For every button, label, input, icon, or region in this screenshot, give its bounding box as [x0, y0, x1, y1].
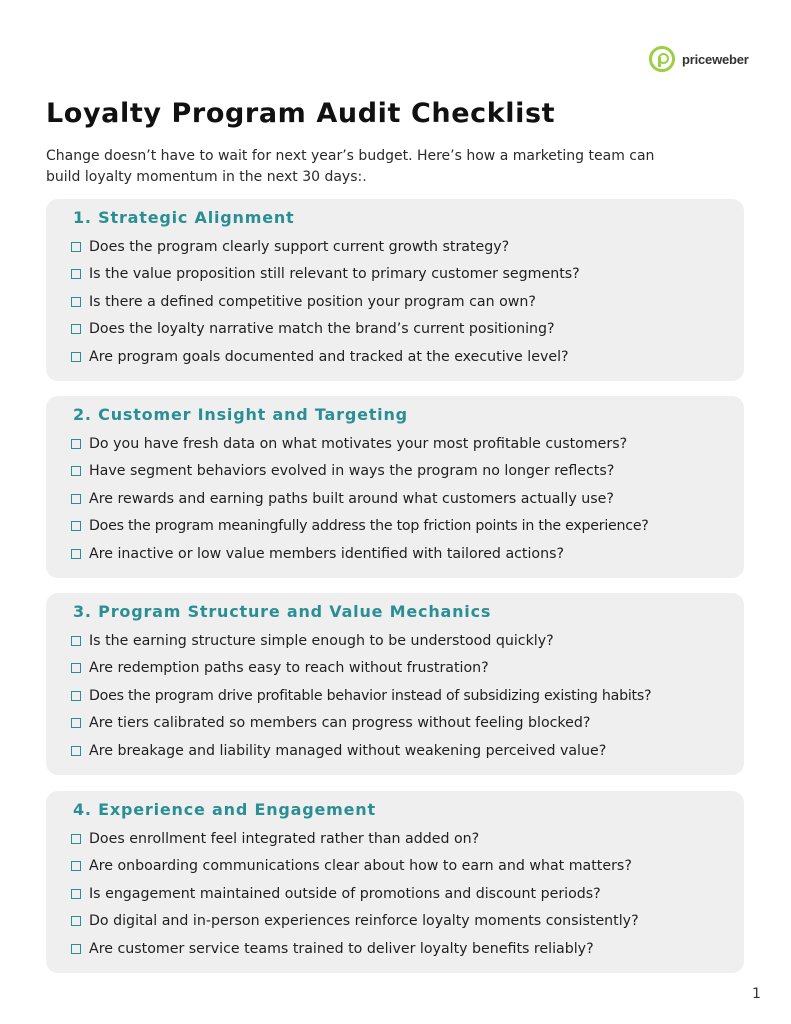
checklist-item-text: Does enrollment feel integrated rather than added on? [89, 830, 480, 847]
checklist-item-text: Are program goals documented and tracked at the executive level? [89, 348, 569, 365]
brand-logo [649, 46, 749, 72]
section-customer-insight [46, 396, 744, 578]
checklist-item [71, 935, 744, 963]
checklist-item-text: Are customer service teams trained to deliver loyalty benefits reliably? [89, 940, 594, 957]
checklist-item [71, 853, 744, 881]
checklist-item [71, 627, 744, 655]
checkbox[interactable] [71, 834, 81, 844]
checklist-item-text: Are redemption paths easy to reach without frustration? [89, 660, 489, 677]
checklist-item [71, 288, 744, 316]
checkbox[interactable] [71, 944, 81, 954]
section-strategic-alignment [46, 199, 744, 381]
checkbox[interactable] [71, 352, 81, 362]
checklist-item [71, 908, 744, 936]
checklist-item [71, 233, 744, 261]
checkbox[interactable] [71, 269, 81, 279]
checkbox[interactable] [71, 297, 81, 307]
checklist-item [71, 430, 744, 458]
checklist-item-text: Does the loyalty narrative match the brand’s current positioning? [89, 321, 555, 338]
checklist-item-text: Are rewards and earning paths built around what customers actually use? [89, 490, 614, 507]
intro-line-2: build loyalty momentum in the next 30 days:. [46, 169, 367, 185]
checklist-item-text: Do you have fresh data on what motivates your most profitable customers? [89, 435, 628, 452]
section-experience-engagement [46, 791, 744, 973]
checkbox[interactable] [71, 861, 81, 871]
checklist-item-text: Is the value proposition still relevant to primary customer segments? [89, 266, 580, 283]
checkbox[interactable] [71, 466, 81, 476]
checklist-item-text: Are breakage and liability managed without weakening perceived value? [89, 742, 607, 759]
section-title: 4. Experience and Engagement [73, 800, 376, 819]
checkbox[interactable] [71, 718, 81, 728]
checkbox[interactable] [71, 324, 81, 334]
section-title: 2. Customer Insight and Targeting [73, 405, 408, 424]
checklist-item [71, 343, 744, 371]
brand-name: priceweber [682, 51, 749, 67]
checklist-item-text: Do digital and in-person experiences reinforce loyalty moments consistently? [89, 913, 639, 930]
checklist-item [71, 880, 744, 908]
checklist-item-text: Does the program clearly support current growth strategy? [89, 238, 510, 255]
checkbox[interactable] [71, 916, 81, 926]
checklist-item [71, 540, 744, 568]
checklist-item-text: Does the program meaningfully address the top friction points in the experience? [89, 518, 649, 535]
checkbox[interactable] [71, 242, 81, 252]
checkbox[interactable] [71, 636, 81, 646]
checklist-item [71, 485, 744, 513]
priceweber-logo-icon [649, 46, 675, 72]
checklist-item-text: Does the program drive profitable behavior instead of subsidizing existing habits? [89, 687, 652, 704]
checkbox[interactable] [71, 521, 81, 531]
page-number: 1 [752, 986, 761, 1002]
checkbox[interactable] [71, 494, 81, 504]
checklist-item-text: Is there a defined competitive position your program can own? [89, 293, 536, 310]
checklist-item [71, 737, 744, 765]
checkbox[interactable] [71, 889, 81, 899]
checkbox[interactable] [71, 439, 81, 449]
checklist-item [71, 261, 744, 289]
checklist-item [71, 825, 744, 853]
section-title: 1. Strategic Alignment [73, 208, 295, 227]
checklist-item-text: Are tiers calibrated so members can progress without feeling blocked? [89, 715, 591, 732]
section-program-structure [46, 593, 744, 775]
page-title: Loyalty Program Audit Checklist [46, 98, 556, 129]
checklist-item-text: Is engagement maintained outside of promotions and discount periods? [89, 885, 601, 902]
checklist-item-text: Are inactive or low value members identified with tailored actions? [89, 545, 565, 562]
checklist-item-text: Is the earning structure simple enough to be understood quickly? [89, 632, 554, 649]
section-title: 3. Program Structure and Value Mechanics [73, 602, 492, 621]
checkbox[interactable] [71, 549, 81, 559]
checklist-item [71, 710, 744, 738]
checklist-item-text: Have segment behaviors evolved in ways the program no longer reflects? [89, 463, 615, 480]
checkbox[interactable] [71, 663, 81, 673]
checkbox[interactable] [71, 746, 81, 756]
checklist-item [71, 316, 744, 344]
checklist-item [71, 513, 744, 541]
intro-paragraph [46, 146, 686, 188]
checklist-item-text: Are onboarding communications clear about how to earn and what matters? [89, 858, 632, 875]
checklist-item [71, 458, 744, 486]
intro-line-1: Change doesn’t have to wait for next year’s budget. Here’s how a marketing team can [46, 148, 655, 164]
checklist-item [71, 655, 744, 683]
checklist-item [71, 682, 744, 710]
checkbox[interactable] [71, 691, 81, 701]
